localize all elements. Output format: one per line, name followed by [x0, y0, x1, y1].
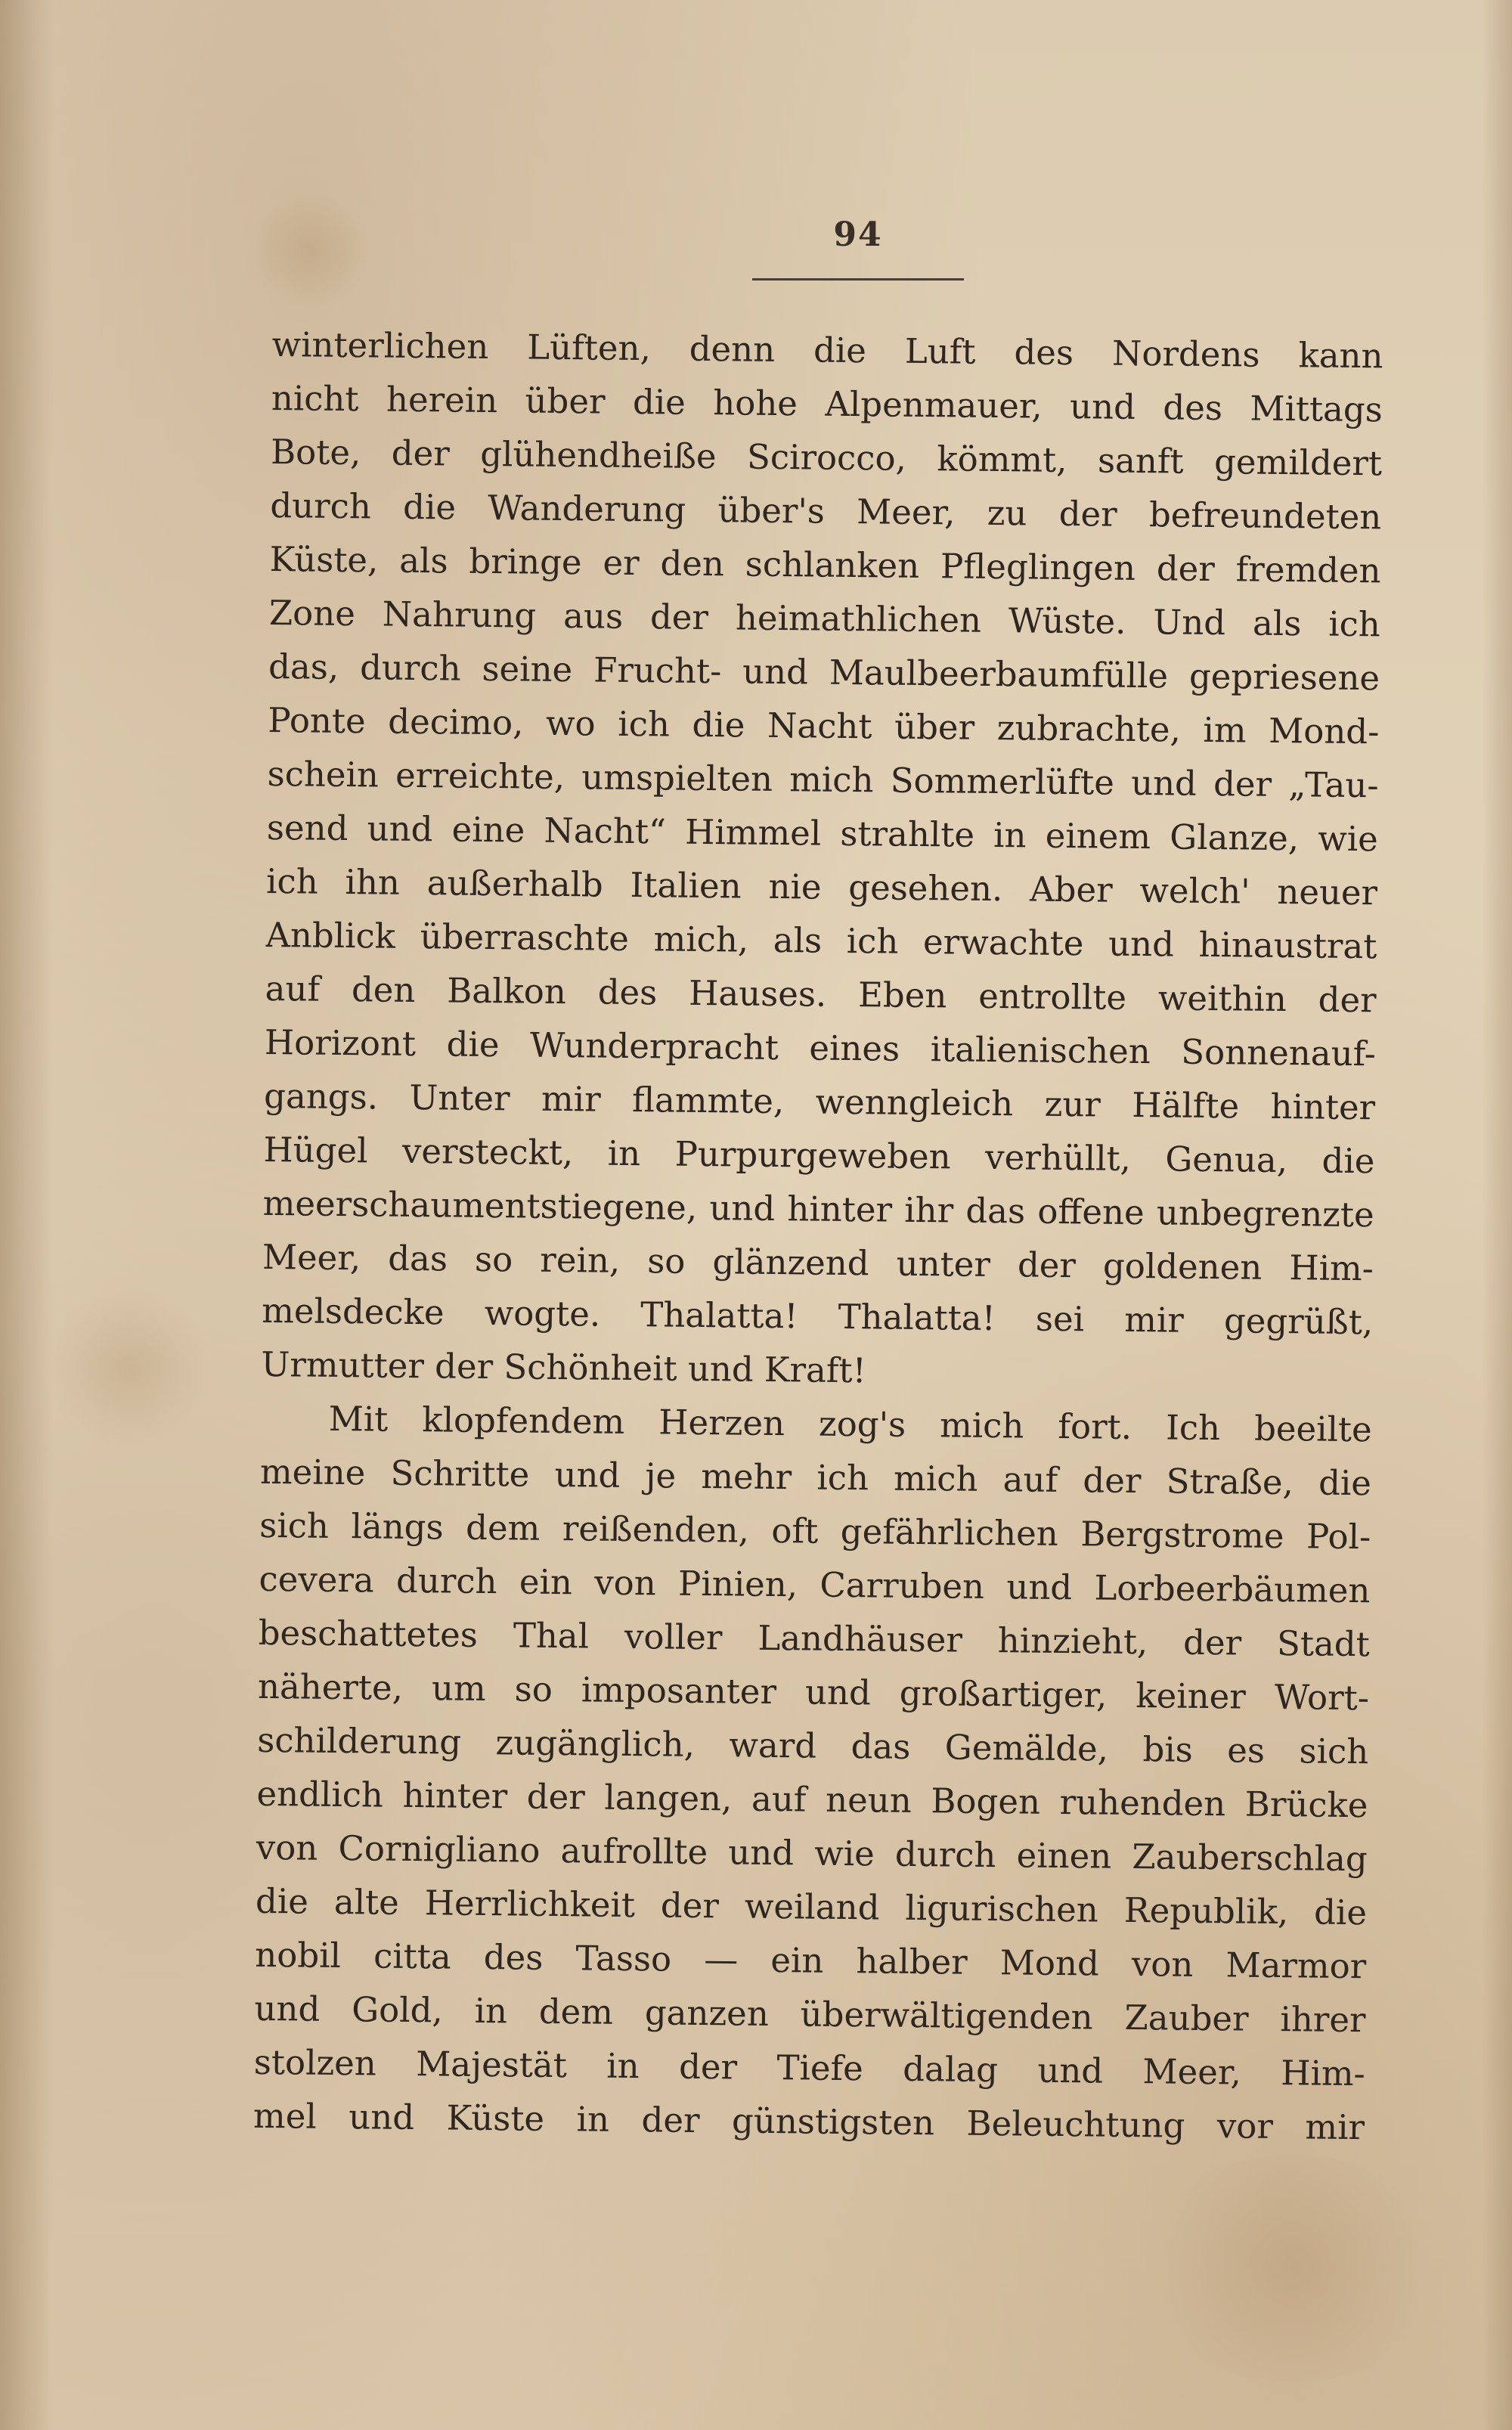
body-text [253, 318, 1383, 2154]
text-line: Zone Nahrung aus der heimathlichen Wüste. Und als ich [268, 592, 1381, 645]
text-line: endlich hinter der langen, auf neun Bogen ruhenden Brücke [256, 1773, 1368, 1826]
text-line: das, durch seine Frucht- und Maulbeerbaumfülle gepriesene [268, 646, 1380, 699]
text-line: beschattetes Thal voller Landhäuser hinzieht, der Stadt [258, 1612, 1370, 1665]
text-line: Küste, als bringe er den schlanken Pfleglingen der fremden [269, 538, 1381, 591]
text-line: Meer, das so rein, so glänzend unter der goldenen Him- [262, 1236, 1374, 1289]
text-line: stolzen Majestät in der Tiefe dalag und Meer, Him- [253, 2041, 1366, 2094]
text-line: die alte Herrlichkeit der weiland ligurischen Republik, die [255, 1880, 1368, 1933]
text-line: winterlichen Lüften, denn die Luft des Nordens kann [271, 324, 1383, 377]
page-shadow-right [1482, 0, 1512, 2430]
text-line: sich längs dem reißenden, oft gefährlichen Bergstrome Pol- [259, 1505, 1371, 1557]
text-line: meine Schritte und je mehr ich mich auf der Straße, die [259, 1451, 1372, 1504]
text-line: Hügel versteckt, in Purpurgeweben verhüllt, Genua, die [263, 1129, 1375, 1182]
text-line: schilderung zugänglich, ward das Gemälde, bis es sich [257, 1719, 1369, 1772]
text-line: näherte, um so imposanter und großartiger, keiner Wort- [257, 1666, 1370, 1719]
text-line: schein erreichte, umspielten mich Sommerlüfte und der „Tau- [267, 753, 1379, 806]
text-line: auf den Balkon des Hauses. Eben entrollte weithin der [265, 968, 1377, 1021]
text-line: nicht herein über die hohe Alpenmauer, und des Mittags [271, 377, 1383, 430]
text-line: mel und Küste in der günstigsten Beleuchtung vor mir [253, 2095, 1365, 2148]
text-line: und Gold, in dem ganzen überwältigenden Zauber ihrer [254, 1988, 1366, 2041]
text-line: Anblick überraschte mich, als ich erwachte und hinaustrat [265, 914, 1377, 967]
header-rule [752, 278, 964, 281]
page-number: 94 [833, 215, 883, 254]
page-shadow-left [0, 0, 53, 2430]
text-line: nobil citta des Tasso — ein halber Mond von Marmor [255, 1934, 1367, 1987]
text-line: meerschaumentstiegene, und hinter ihr das offene unbegrenzte [262, 1182, 1374, 1235]
text-line: durch die Wanderung über's Meer, zu der befreundeten [270, 485, 1382, 538]
text-line: Horizont die Wunderpracht eines italienischen Sonnenauf- [264, 1021, 1377, 1074]
text-line: Bote, der glühendheiße Scirocco, kömmt, sanft gemildert [270, 431, 1383, 484]
paragraph-start-line: Mit klopfendem Herzen zog's mich fort. Ich beeilte [328, 1398, 1372, 1450]
text-line: von Cornigliano aufrollte und wie durch einen Zauberschlag [256, 1827, 1368, 1880]
paragraph-end-line: Urmutter der Schönheit und Kraft! [261, 1344, 867, 1391]
text-line: Ponte decimo, wo ich die Nacht über zubrachte, im Mond- [268, 699, 1380, 752]
text-line: gangs. Unter mir flammte, wenngleich zur Hälfte hinter [263, 1075, 1376, 1128]
paper-stain [45, 1285, 212, 1452]
text-line: cevera durch ein von Pinien, Carruben und Lorbeerbäumen [259, 1558, 1371, 1611]
text-line: melsdecke wogte. Thalatta! Thalatta! sei mir gegrüßt, [261, 1290, 1374, 1343]
text-line: ich ihn außerhalb Italien nie gesehen. Aber welch' neuer [265, 860, 1378, 913]
text-line: send und eine Nacht“ Himmel strahlte in einem Glanze, wie [266, 807, 1379, 860]
paper-stain [1134, 2155, 1452, 2382]
